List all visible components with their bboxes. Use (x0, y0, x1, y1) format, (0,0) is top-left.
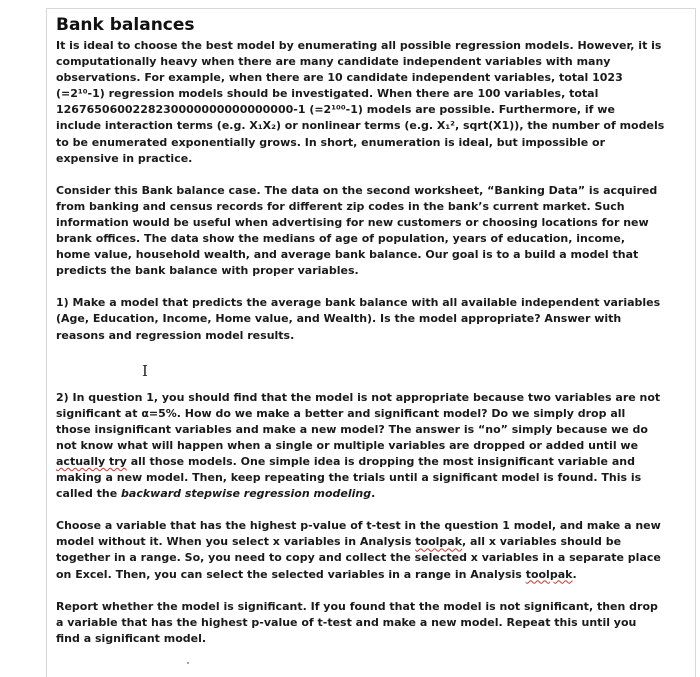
text-line: called the backward stepwise regression modeling. (56, 487, 376, 501)
text-line: on Excel. Then, you can select the selected variables in a range in Analysis toolpak. (56, 567, 577, 581)
text-line: predicts the bank balance with proper variables. (56, 264, 359, 278)
text-line: Consider this Bank balance case. The data on the second worksheet, “Banking Data” is acquired (56, 183, 658, 197)
text-line: actually try all those models. One simple idea is dropping the most insignificant variable and (56, 454, 635, 468)
text-line: information would be useful when advertising for new customers or choosing locations for new (56, 215, 649, 229)
text-line: significant at α=5%. How do we make a better and significant model? Do we simply drop all (56, 406, 626, 420)
text-line: Choose a variable that has the highest p-value of t-test in the question 1 model, and make a new (56, 519, 661, 533)
text-line: 2) In question 1, you should find that the model is not appropriate because two variables are not (56, 390, 661, 404)
text-line: model without it. When you select x variables in Analysis toolpak, all x variables should be (56, 535, 622, 549)
intro-paragraph (56, 38, 680, 167)
text-line: (=2¹⁰-1) regression models should be investigated. When there are 100 variables, total (56, 87, 599, 101)
case-paragraph (56, 183, 680, 280)
text-line: observations. For example, when there are 10 candidate independent variables, total 1023 (56, 71, 623, 85)
text-line: find a significant model. (56, 631, 207, 645)
spellcheck-word: toolpak (525, 567, 573, 581)
text-cursor-icon: I (142, 362, 148, 380)
text-line: not know what will happen when a single or multiple variables are dropped or added until we (56, 438, 639, 452)
text-line: 1267650600228230000000000000000-1 (=2¹⁰⁰-1) models are possible. Furthermore, if we (56, 103, 615, 117)
text-line: together in a range. So, you need to copy and collect the selected x variables in a separate place (56, 551, 661, 565)
text-line: expensive in practice. (56, 151, 193, 165)
document-content (56, 12, 680, 647)
text-line: include interaction terms (e.g. X₁X₂) or nonlinear terms (e.g. X₁², sqrt(X1)), the number of models (56, 119, 665, 133)
choose-paragraph (56, 518, 680, 582)
stray-dot (187, 662, 189, 664)
page-title: Bank balances (56, 15, 195, 35)
text-line: making a new model. Then, keep repeating the trials until a significant model is found. This is (56, 471, 642, 485)
question-1 (56, 295, 680, 343)
question-2 (56, 390, 680, 503)
spellcheck-word: actually try (56, 454, 127, 468)
text-line: from banking and census records for different zip codes in the bank’s current market. Such (56, 199, 625, 213)
text-line: reasons and regression model results. (56, 328, 295, 342)
text-line: home value, household wealth, and average bank balance. Our goal is to a build a model that (56, 248, 639, 262)
text-line: brank offices. The data show the medians of age of population, years of education, income, (56, 232, 626, 246)
spellcheck-word: toolpak (415, 535, 463, 549)
text-line: a variable that has the highest p-value of t-test and make a new model. Repeat this until you (56, 615, 637, 629)
text-line: to be enumerated exponentially grows. In short, enumeration is ideal, but impossible or (56, 135, 606, 149)
text-line: (Age, Education, Income, Home value, and Wealth). Is the model appropriate? Answer with (56, 312, 622, 326)
text-line: Report whether the model is significant. If you found that the model is not significant, then drop (56, 599, 658, 613)
report-paragraph (56, 599, 680, 647)
text-line: 1) Make a model that predicts the average bank balance with all available independent variables (56, 296, 661, 310)
text-line: those insignificant variables and make a new model? The answer is “no” simply because we do (56, 422, 648, 436)
emphasis-text: backward stepwise regression modeling (121, 487, 372, 501)
text-line: computationally heavy when there are many candidate independent variables with many (56, 55, 611, 69)
text-line: It is ideal to choose the best model by enumerating all possible regression models. However, it is (56, 39, 662, 52)
